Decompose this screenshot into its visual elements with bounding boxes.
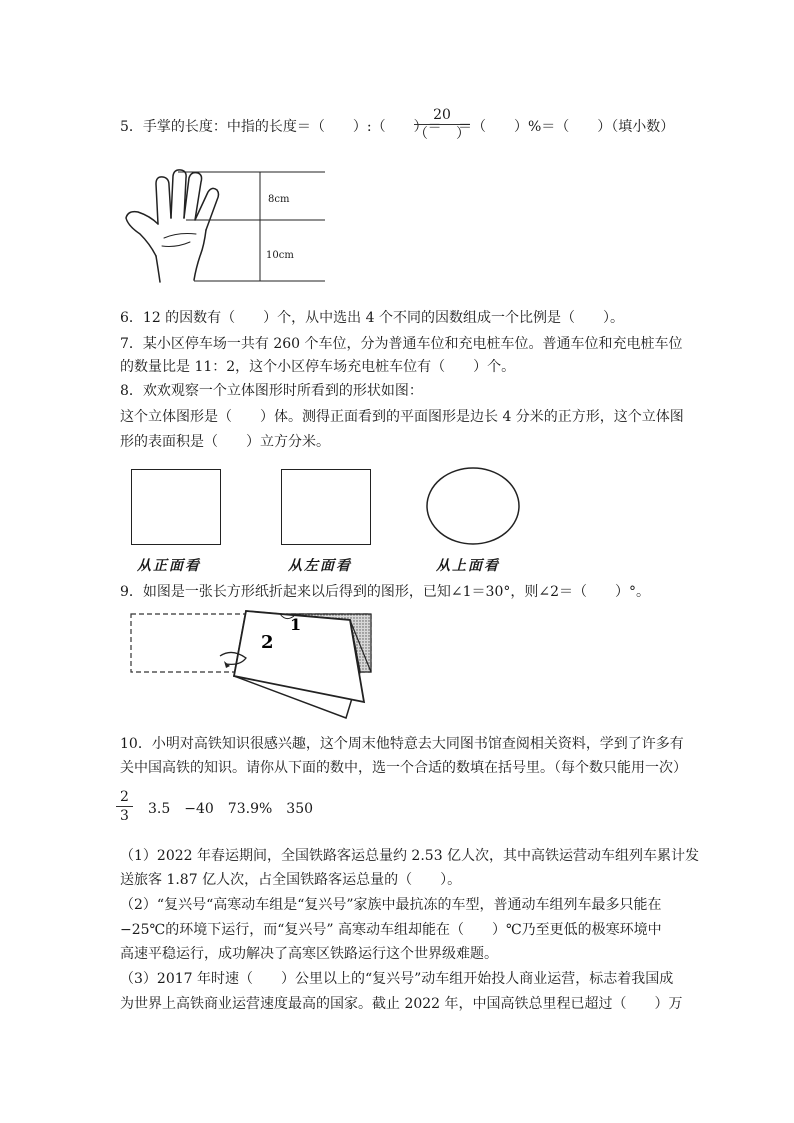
q5-fraction-numerator: 20 [414,106,470,125]
q5-fraction-denominator: （ ） [414,126,470,142]
q10-p2-line1: （2）“复兴号“高寒动车组是“复兴号”家族中最抗冻的车型，普通动车组列车最多只能在 [120,897,662,913]
caption-front-view: 从正面看 [137,558,201,574]
folded-paper-figure [128,608,378,723]
q7-line2: 的数量比是 11：2，这个小区停车场充电桩车位有（ ）个。 [120,359,516,375]
hand-label-8cm: 8cm [268,194,290,205]
q10-line2: 关中国高铁的知识。请你从下面的数中，选一个合适的数填在括号里。（每个数只能用一次） [120,760,687,776]
q8-line1: 8．欢欢观察一个立体图形时所看到的形状如图： [120,383,423,399]
top-view-circle [425,466,521,546]
q10-fraction-denominator: 3 [120,808,129,824]
q10-line1: 10．小明对高铁知识很感兴趣，这个周末他特意去大同图书馆查阅相关资料，学到了许多有 [120,736,684,752]
caption-left-view: 从左面看 [288,558,352,574]
caption-top-view: 从上面看 [436,558,500,574]
q6-text: 6．12 的因数有（ ）个，从中选出 4 个不同的因数组成一个比例是（ ）。 [120,310,624,326]
q7-line1: 7．某小区停车场一共有 260 个车位，分为普通车位和充电桩车位。普通车位和充电桩车位 [120,336,683,352]
q9-text: 9．如图是一张长方形纸折起来以后得到的图形，已知∠1＝30°，则∠2＝（ ）°。 [120,584,650,600]
angle-1-label: 1 [290,615,302,634]
q5-text-b: ＝（ ）%＝（ ）（填小数） [458,119,675,135]
angle-2-label: 2 [261,632,274,653]
left-view-square [281,469,371,545]
q10-fraction-two-thirds [116,788,133,825]
q10-numbers: 3.5 −40 73.9% 350 [148,801,314,817]
q10-p1-line1: （1）2022 年春运期间，全国铁路客运总量约 2.53 亿人次，其中高铁运营动车组列车累计发 [120,848,700,864]
q10-p3-line2: 为世界上高铁商业运营速度最高的国家。截止 2022 年，中国高铁总里程已超过（ ）万 [120,996,683,1012]
q10-p2-line3: 高速平稳运行，成功解决了高寒区铁路运行这个世界级难题。 [120,946,498,962]
q5-text-a: 5．手掌的长度：中指的长度＝（ ）:（ ）＝ [120,119,442,135]
front-view-square [131,469,221,545]
hand-figure [120,168,330,286]
q10-p3-line1: （3）2017 年时速（ ）公里以上的“复兴号”动车组开始投人商业运营，标志着我国成 [120,971,674,987]
q10-p1-line2: 送旅客 1.87 亿人次，占全国铁路客运总量的（ ）。 [120,872,462,888]
hand-label-10cm: 10cm [266,250,294,261]
q8-line2: 这个立体图形是（ ）体。测得正面看到的平面图形是边长 4 分米的正方形，这个立体图 [120,409,684,425]
q10-fraction-numerator: 2 [116,788,133,807]
q8-line3: 形的表面积是（ ）立方分米。 [120,434,330,450]
q10-p2-line2: −25℃的环境下运行，而“复兴号” 高寒动车组却能在（ ）℃乃至更低的极寒环境中 [120,922,662,938]
